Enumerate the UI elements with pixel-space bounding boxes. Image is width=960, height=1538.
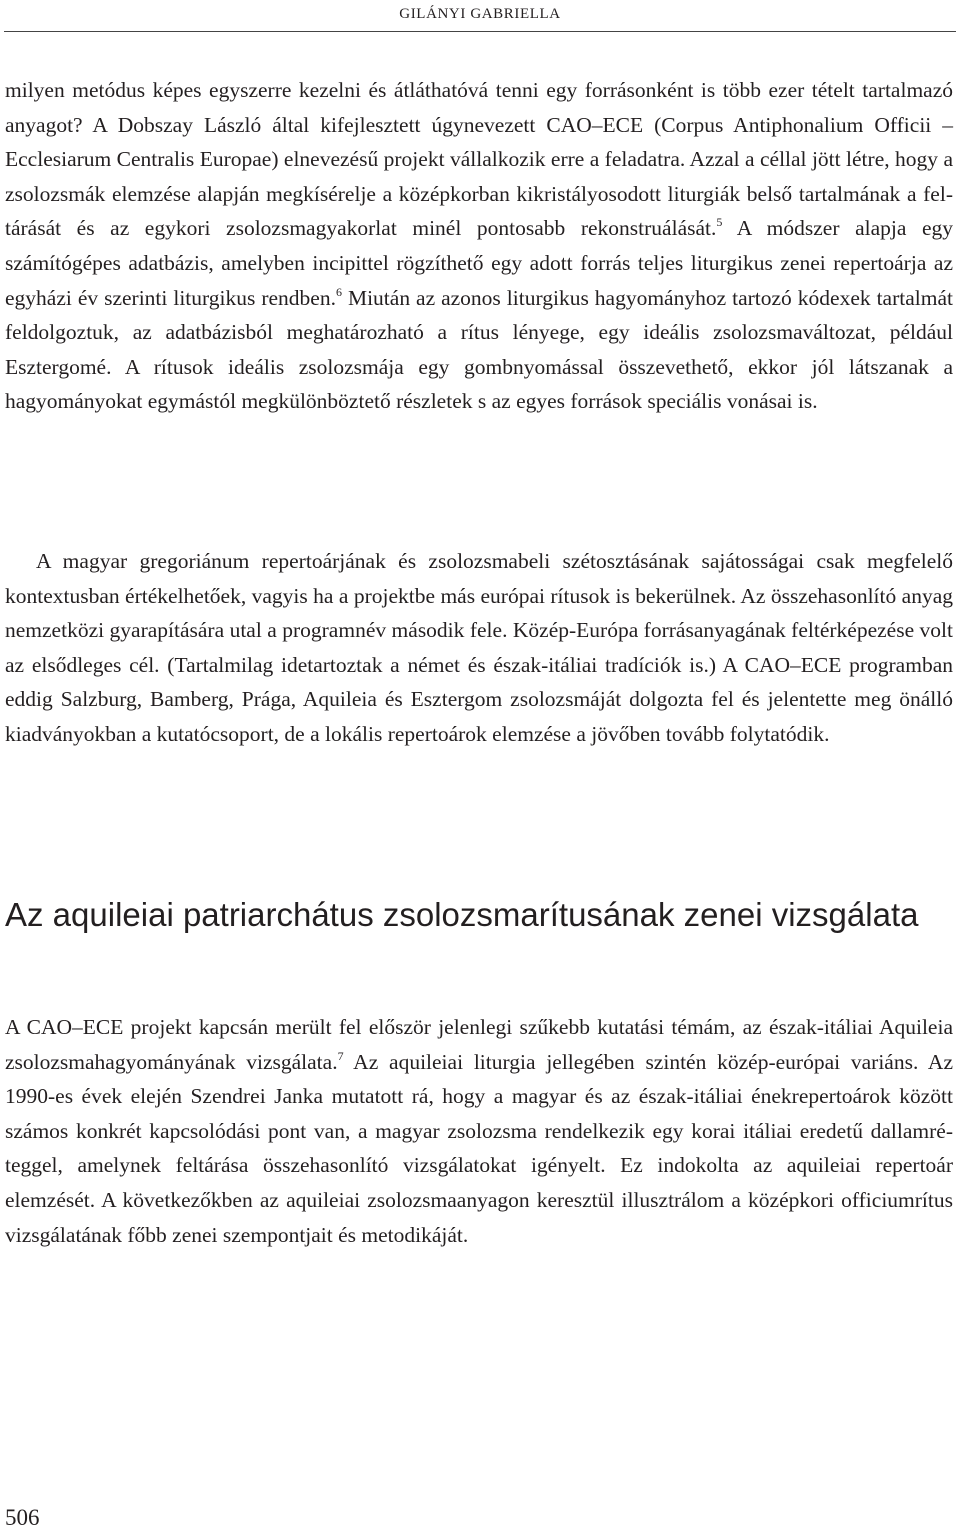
page-number: 506 <box>5 1505 40 1530</box>
paragraph-text: Az aquileiai liturgia jellegében szintén közép-európai variáns. Az 1990-es évek elején Szendrei Janka mutatott rá, hogy a magyar és az észak-itáliai énekrepertoárok között számos konkrét kapcsolódási pont van, a magyar zsolozsma rendelkezik egy korai itáliai eredetű dallamréteggel, amelynek feltárása összehasonlító vizsgálatokat igényelt. Ez indokolta az aquileiai repertoár elemzését. A következőkben az aquileiai zsolozsmaanyagon keresztül illusztrálom a középkori officiumrítus vizsgálatának főbb zenei szempontjait és metodikáját. <box>5 1049 953 1247</box>
paragraph-text: A módszer alapja egy számítógépes adatbázis, amelyben incipittel rögzíthető egy adott forrás teljes liturgikus zenei repertoárja az egyházi év szerinti liturgikus rendben. <box>5 216 954 310</box>
header-rule <box>4 31 956 32</box>
body-paragraph: A magyar gregoriánum repertoárjának és zsolozsmabeli szétosztásának sajátosságai csak megfelelő kontextusban értékelhetőek, vagyis ha a projektbe más európai rítusok is bekerülnek. Az összehasonlító anyag nemzetközi gyarapítására utal a programnév második fele. Közép-Európa forrásanyagának feltérképezése volt az elsődleges cél. (Tartalmilag idetartoztak a német és észak-itáliai tradíciók is.) A CAO–ECE programban eddig Salzburg, Bamberg, Prága, Aquileia és Esztergom zsolozsmáját dolgozta fel és jelentette meg önálló kiadványokban a kutatócsoport, de a lokális repertoárok elemzése a jövőben tovább folytatódik. <box>5 549 953 746</box>
footnote-ref: 5 <box>716 215 723 230</box>
footnote-ref: 7 <box>337 1048 344 1063</box>
body-paragraph <box>5 1010 953 1252</box>
footnote-ref: 6 <box>335 284 342 299</box>
paragraph-text: milyen metódus képes egyszerre kezelni és átláthatóvá tenni egy forrásonként is több ezer tételt tartalmazó anyagot? A Dobszay László által kifejlesztett úgynevezett CAO–ECE (Corpus Antiphonalium Officii – Ecclesiarum Centralis Europae) elnevezésű projekt vállalkozik erre a feladatra. Azzal a céllal jött létre, hogy a zsolozsmák elemzése alapján megkísérelje a középkorban kikristályosodott liturgiák belső tartalmának a feltárását és az egykori zsolozsmagyakorlat minél pontosabb rekonstruálását. <box>5 78 953 241</box>
section-heading: Az aquileiai patriarchátus zsolozsmarítusának zenei vizsgálata <box>5 896 919 933</box>
running-head: GILÁNYI GABRIELLA <box>399 6 561 22</box>
paragraph-text: A CAO–ECE projekt kapcsán merült fel először jelenlegi szűkebb kutatási témám, az észak-itáliai Aquileia zsolozsmahagyományának vizsgálata. <box>5 1015 953 1074</box>
body-paragraph <box>5 73 953 419</box>
paragraph-text: Miután az azonos liturgikus hagyományhoz tartozó kódexek tartalmát feldolgoztuk, az adatbázisból meghatározható a rítus lényege, egy ideális zsolozsmaváltozat, például Esztergomé. A rítusok ideális zsolozsmája egy gombnyomással összevethető, ekkor jól látszanak a hagyományokat egymástól megkülönböztető részletek s az egyes források speciális vonásai is. <box>5 285 953 414</box>
